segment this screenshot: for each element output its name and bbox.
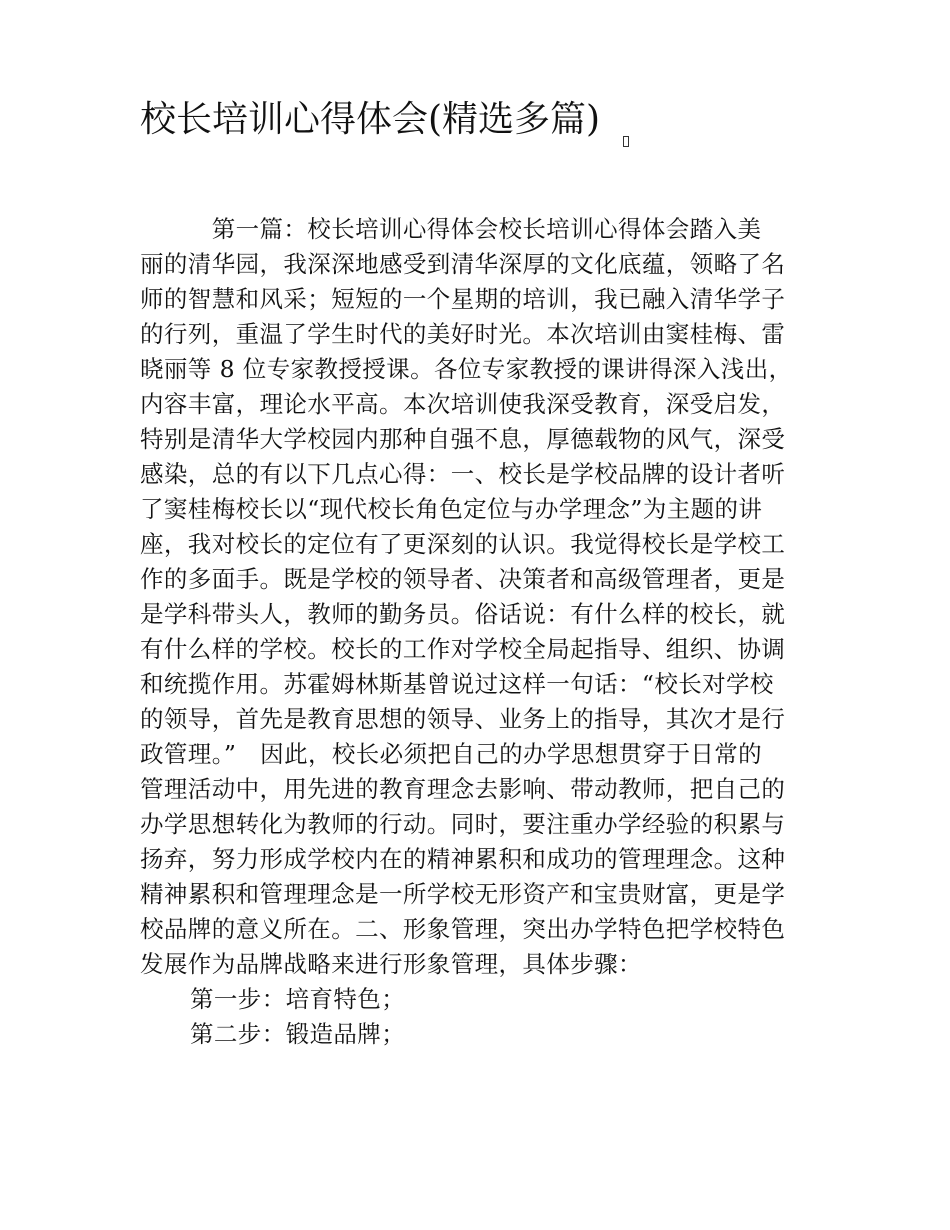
paragraph-line: 有什么样的学校。校长的工作对学校全局起指导、组织、协调: [140, 635, 786, 663]
paragraph-line: 作的多面手。既是学校的领导者、决策者和高级管理者，更是: [140, 565, 786, 593]
paragraph-line: 和统揽作用。苏霍姆林斯基曾说过这样一句话：“校长对学校: [140, 670, 774, 698]
paragraph-line: 管理活动中，用先进的教育理念去影响、带动教师，把自己的: [140, 775, 786, 803]
paragraph-line: 政管理。” 因此，校长必须把自己的办学思想贯穿于日常的: [140, 740, 763, 768]
paragraph-line: 是学科带头人，教师的勤务员。俗话说：有什么样的校长，就: [140, 600, 786, 628]
paragraph-line: 感染，总的有以下几点心得：一、校长是学校品牌的设计者听: [140, 460, 786, 488]
paragraph-line: 发展作为品牌战略来进行形象管理，具体步骤：: [140, 950, 642, 978]
step-item: 第一步：培育特色；: [190, 985, 406, 1013]
paragraph-line: 丽的清华园，我深深地感受到清华深厚的文化底蕴，领略了名: [140, 250, 786, 278]
step-item: 第二步：锻造品牌；: [190, 1020, 406, 1048]
paragraph-line: 特别是清华大学校园内那种自强不息，厚德载物的风气，深受: [140, 425, 786, 453]
paragraph-line: 办学思想转化为教师的行动。同时，要注重办学经验的积累与: [140, 810, 786, 838]
paragraph-line: 第一篇：校长培训心得体会校长培训心得体会踏入美: [140, 215, 762, 243]
paragraph-line: 扬弃，努力形成学校内在的精神累积和成功的管理理念。这种: [140, 845, 786, 873]
paragraph-line: 晓丽等 8 位专家教授授课。各位专家教授的课讲得深入浅出，: [140, 355, 793, 383]
paragraph-line: 座，我对校长的定位有了更深刻的认识。我觉得校长是学校工: [140, 530, 786, 558]
paragraph-line: 的领导，首先是教育思想的领导、业务上的指导，其次才是行: [140, 705, 786, 733]
paragraph-line: 内容丰富，理论水平高。本次培训使我深受教育，深受启发，: [140, 390, 786, 418]
paragraph-line: 了窦桂梅校长以“现代校长角色定位与办学理念”为主题的讲: [140, 495, 763, 523]
paragraph-line: 校品牌的意义所在。二、形象管理，突出办学特色把学校特色: [140, 915, 786, 943]
placeholder-glyph-icon: [623, 136, 629, 147]
paragraph-line: 精神累积和管理理念是一所学校无形资产和宝贵财富，更是学: [140, 880, 786, 908]
paragraph-line: 师的智慧和风采；短短的一个星期的培训，我已融入清华学子: [140, 285, 786, 313]
document-title: 校长培训心得体会(精选多篇): [140, 99, 601, 140]
paragraph-line: 的行列，重温了学生时代的美好时光。本次培训由窦桂梅、雷: [140, 320, 786, 348]
